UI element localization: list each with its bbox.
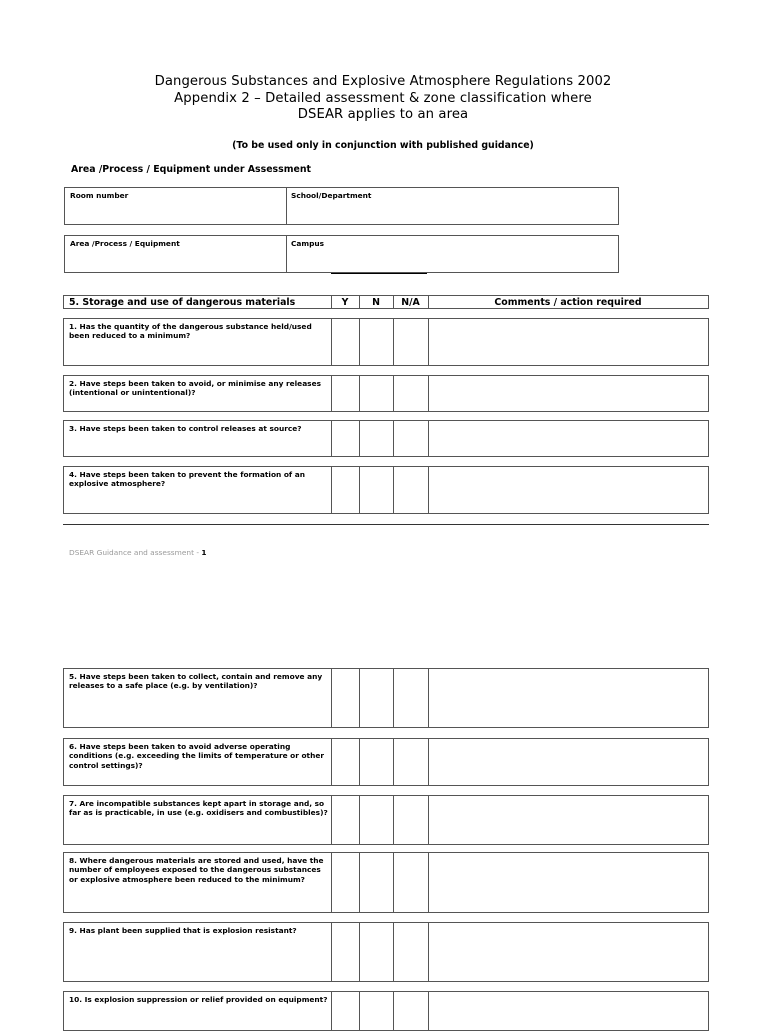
school-department-label: School/Department [291,191,372,200]
question-text: 3. Have steps been taken to control releases at source? [69,424,302,433]
header-no: N [372,297,380,308]
question-row [63,466,709,514]
document-title [60,74,706,124]
column-divider [359,853,360,912]
question-row [63,318,709,366]
column-divider [393,853,394,912]
question-text: 2. Have steps been taken to avoid, or minimise any releases (intentional or unintentional)? [69,379,321,398]
campus-field[interactable] [287,236,618,272]
question-text: 4. Have steps been taken to prevent the formation of an explosive atmosphere? [69,470,305,489]
divider-mark [331,273,427,274]
column-divider [428,853,429,912]
column-divider [428,992,429,1030]
room-number-field[interactable] [65,188,287,224]
column-divider [428,376,429,411]
column-divider [331,796,332,844]
column-divider [428,669,429,727]
footer-text: DSEAR Guidance and assessment - [69,548,202,557]
question-row [63,375,709,412]
footer-rule [63,524,709,525]
column-divider [393,376,394,411]
question-row [63,420,709,457]
section-heading: 5. Storage and use of dangerous materials [69,297,296,308]
question-text: 5. Have steps been taken to collect, contain and remove any releases to a safe place (e.g. by ventilation)? [69,672,323,691]
question-row [63,795,709,845]
question-row [63,668,709,728]
column-divider [331,853,332,912]
column-divider [428,319,429,365]
question-text: 1. Has the quantity of the dangerous substance held/used been reduced to a minimum? [69,322,312,341]
column-divider [359,421,360,456]
question-row [63,991,709,1031]
info-box-area [64,235,619,273]
column-divider [331,467,332,513]
campus-label: Campus [291,239,325,248]
title-line-1: Dangerous Substances and Explosive Atmosphere Regulations 2002 [154,74,612,89]
question-row [63,852,709,913]
question-text: 9. Has plant been supplied that is explosion resistant? [69,926,297,935]
column-divider [393,669,394,727]
column-divider [428,421,429,456]
room-number-label: Room number [70,191,129,200]
column-divider [359,992,360,1030]
column-divider [393,421,394,456]
column-divider [359,467,360,513]
column-divider [428,739,429,785]
column-divider [359,669,360,727]
column-divider [331,669,332,727]
column-divider [393,739,394,785]
header-yes: Y [341,297,349,308]
title-line-3: DSEAR applies to an area [297,107,469,123]
header-na: N/A [401,297,420,308]
header-comments: Comments / action required [494,297,642,308]
column-divider [359,376,360,411]
school-department-field[interactable] [287,188,618,224]
column-divider [331,319,332,365]
column-divider [393,992,394,1030]
page-number: 1 [201,548,207,557]
info-box-room [64,187,619,225]
question-row [63,922,709,982]
column-divider [331,421,332,456]
title-line-2: Appendix 2 – Detailed assessment & zone classification where [174,90,592,106]
area-process-equipment-label: Area /Process / Equipment [70,239,180,248]
column-divider [393,796,394,844]
column-divider [331,923,332,981]
question-text: 10. Is explosion suppression or relief provided on equipment? [69,995,328,1004]
question-row [63,738,709,786]
column-divider [428,467,429,513]
column-divider [331,992,332,1030]
column-divider [331,376,332,411]
question-text: 6. Have steps been taken to avoid adverse operating conditions (e.g. exceeding the limits of temperature or other control settings)? [69,742,325,770]
document-subtitle: (To be used only in conjunction with published guidance) [232,140,534,151]
question-text: 7. Are incompatible substances kept apart in storage and, so far as is practicable, in use (e.g. oxidisers and combustibles)? [69,799,328,818]
question-text: 8. Where dangerous materials are stored and used, have the number of employees exposed to the dangerous substances or explosive atmosphere been reduced to the minimum? [69,856,324,884]
column-divider [428,796,429,844]
area-process-equipment-field[interactable] [65,236,287,272]
column-divider [359,739,360,785]
column-divider [393,467,394,513]
assessment-section-label: Area /Process / Equipment under Assessment [71,164,311,175]
table-header [63,295,709,309]
column-divider [393,923,394,981]
column-divider [359,796,360,844]
column-divider [359,319,360,365]
column-divider [428,923,429,981]
column-divider [393,319,394,365]
page-footer [69,548,207,557]
column-divider [359,923,360,981]
column-divider [331,739,332,785]
